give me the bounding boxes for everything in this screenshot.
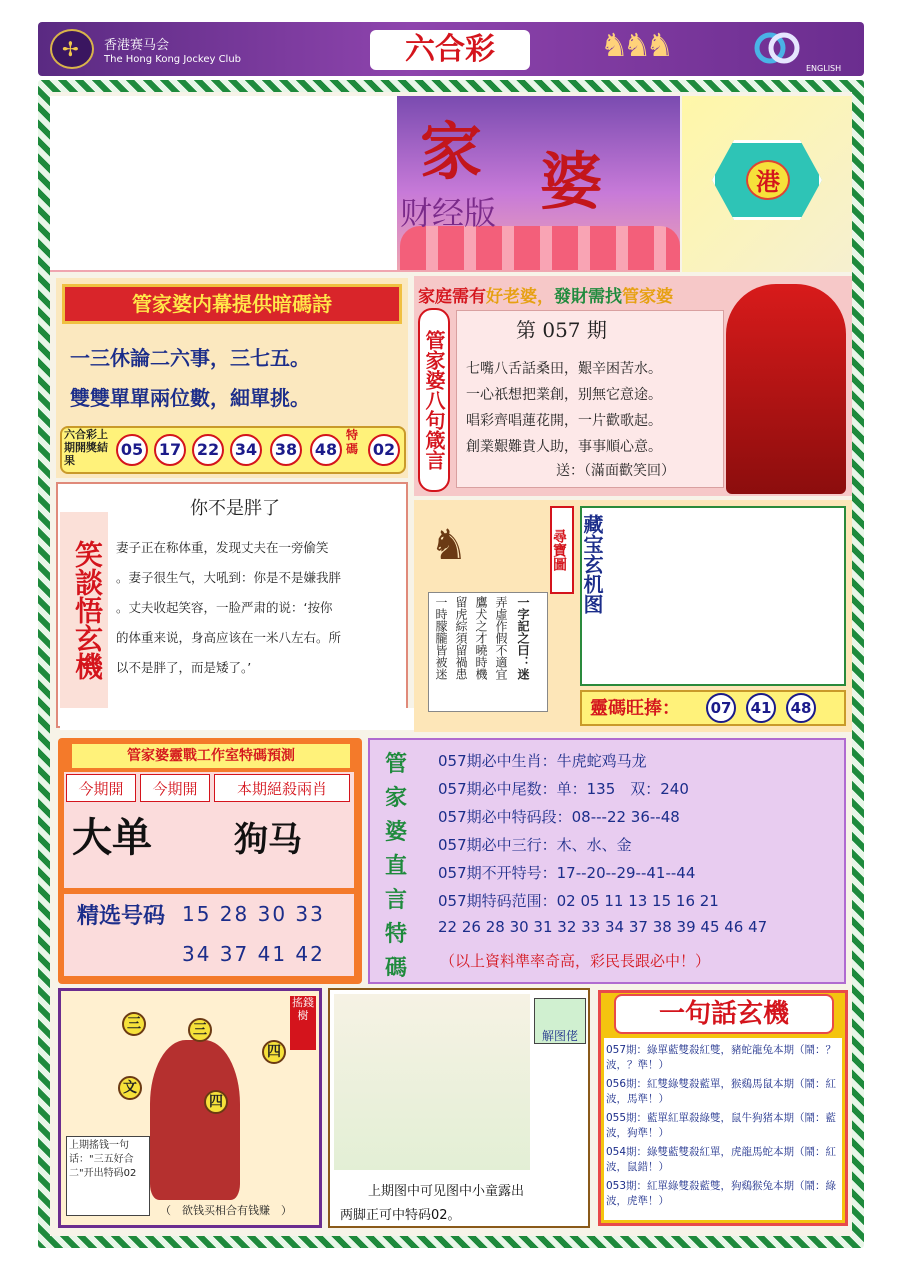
racehorse-icon: ♞ — [430, 520, 468, 569]
tab-kill-two: 本期絕殺兩肖 — [214, 774, 350, 802]
issue-number: 第 057 期 — [516, 318, 607, 342]
money-tree-image — [150, 1040, 240, 1200]
special-ball: 02 — [368, 434, 400, 466]
tree-ball: 三 — [188, 1018, 212, 1042]
head-a: 家庭需有 — [418, 287, 486, 307]
yizi-title: 一字記之曰：迷 — [516, 596, 530, 680]
joke-line: 妻子正在称体重，发现丈夫在一旁偷笑 — [116, 540, 329, 555]
jockey-club-logo[interactable] — [50, 29, 94, 69]
tab-this-period-1: 今期開 — [66, 774, 136, 802]
yizi-column: 弄虛作假不適宜 — [494, 596, 508, 680]
gang-badge: 港 — [746, 160, 790, 200]
direct-line: 057期必中特码段：08---22 36--48 — [438, 808, 680, 826]
one-sentence-title: 一句話玄機 — [614, 994, 834, 1034]
eight-poem-line: 一心祇想把業創，别無它意途。 — [466, 387, 662, 403]
one-sentence-item: 056期：紅雙綠雙殺藍單，猴鷄馬鼠本期（鬧：紅波，馬準！） — [606, 1078, 837, 1105]
direct-code-panel — [368, 738, 846, 984]
puzzle-line: 两脚正可中特码02。 — [340, 1208, 461, 1223]
eight-poem-line: 七嘴八舌話桑田，艱辛困苦水。 — [466, 361, 662, 377]
result-ball: 17 — [154, 434, 186, 466]
direct-line: 057期必中生肖：牛虎蛇鸡马龙 — [438, 752, 647, 770]
bride-image — [726, 284, 846, 494]
selected-numbers-label: 精选号码 — [76, 904, 165, 929]
one-sentence-item: 053期：紅單綠雙殺藍雙，狗鷄猴兔本期（鬧：綠波，虎準！） — [606, 1180, 837, 1207]
result-ball: 48 — [310, 434, 342, 466]
direct-line: 22 26 28 30 31 32 33 34 37 38 39 45 46 47 — [438, 918, 768, 936]
lingma-ball: 48 — [786, 693, 816, 723]
tree-ball: 文 — [118, 1076, 142, 1100]
logo-icon: ✢ — [62, 37, 79, 61]
eight-poem-line: 唱彩齊唱蓮花開，一片歡歌起。 — [466, 413, 662, 429]
lingma-ball: 07 — [706, 693, 736, 723]
one-sentence-item: 054期：綠雙藍雙殺紅單，虎龍馬蛇本期（鬧：紅波，鼠錯！） — [606, 1146, 837, 1173]
result-ball: 34 — [230, 434, 262, 466]
money-tree-note: 上期搖钱一句话："三五好合二"开出特码02 — [66, 1136, 150, 1216]
big-single: 大单 — [72, 814, 152, 861]
joke-title: 你不是胖了 — [190, 498, 280, 519]
tree-ball: 三 — [122, 1012, 146, 1036]
eight-poem-gift: 送：（滿面歡笑回） — [556, 463, 675, 479]
puzzle-badge: 解图佬 — [534, 998, 586, 1044]
puzzle-scene-image — [334, 994, 530, 1170]
blank-area — [50, 96, 397, 270]
direct-line: 057期特码范围：02 05 11 13 15 16 21 — [438, 892, 719, 910]
lottery-logo-icon — [752, 30, 802, 66]
direct-vertical-title: 管家婆直言特碼 — [384, 752, 407, 981]
club-name-en: The Hong Kong Jockey Club — [104, 54, 242, 65]
tree-ball: 四 — [204, 1090, 228, 1114]
selected-numbers-row: 34 37 41 42 — [182, 942, 325, 966]
direct-note: （以上資料準率奇高，彩民長跟必中！） — [440, 952, 711, 970]
eight-poem-line: 創業艱難貴人助，事事順心意。 — [466, 439, 662, 455]
one-sentence-item: 055期：藍單紅單殺綠雙，鼠牛狗猪本期（鬧：藍波，狗準！） — [606, 1112, 837, 1139]
joke-line: 。丈夫收起笑容，一脸严肃的说：‘按你 — [116, 600, 333, 615]
puzzle-line: 上期图中可见图中小童露出 — [368, 1184, 525, 1199]
horses-icon: ♞♞♞ — [600, 26, 669, 64]
joke-line: 的体重来说，身高应该在一米八左右。所 — [116, 630, 342, 645]
poem-title: 管家婆内幕提供暗碼詩 — [62, 284, 402, 324]
banner-title-left: 家 — [420, 115, 483, 188]
poem-line-1: 一三休論二六事，三七五。 — [70, 346, 310, 370]
eight-poem-vertical-title: 管家婆八句箴言 — [418, 308, 450, 492]
head-d: 管家婆 — [622, 287, 673, 307]
lingma-ball: 41 — [746, 693, 776, 723]
banner-edition: 财经版 — [400, 194, 497, 232]
direct-line: 057期必中三行：木、水、金 — [438, 836, 632, 854]
selected-numbers-row: 15 28 30 33 — [182, 902, 325, 926]
lingma-label: 靈碼旺捧： — [590, 698, 680, 719]
prediction-title: 管家婆靈戰工作室特碼預測 — [72, 744, 350, 768]
banner-title-right: 婆 — [540, 145, 603, 218]
direct-line: 057期必中尾数：单：135 双：240 — [438, 780, 689, 798]
treasure-map-image — [580, 506, 846, 686]
joke-vertical-title: 笑談悟玄機 — [60, 512, 108, 708]
lottery-title: 六合彩 — [370, 30, 530, 70]
result-ball: 22 — [192, 434, 224, 466]
yizi-column: 留虎綜須留禍患 — [454, 596, 468, 680]
yizi-column: 鷹犬之才曉時機 — [474, 596, 488, 680]
result-ball: 05 — [116, 434, 148, 466]
tab-this-period-2: 今期開 — [140, 774, 210, 802]
head-c: 發財需找 — [554, 287, 622, 307]
result-ball: 38 — [270, 434, 302, 466]
yizi-column: 一時朦朧皆被迷 — [434, 596, 448, 680]
money-tree-caption: （ 欲钱买相合有钱赚 ） — [160, 1204, 292, 1217]
poem-line-2: 雙雙單單兩位數，細單挑。 — [70, 386, 310, 410]
joke-line: 以不是胖了，而是矮了。’ — [116, 660, 252, 675]
direct-line: 057期不开特号：17--20--29--41--44 — [438, 864, 696, 882]
club-name-cn: 香港赛马会 — [104, 38, 170, 53]
kill-zodiac: 狗马 — [234, 820, 302, 860]
one-sentence-item: 057期：綠單藍雙殺紅雙，豬蛇龍兔本期（鬧：？波，？準！） — [606, 1044, 837, 1071]
special-label: 特碼 — [346, 428, 359, 456]
last-result-label: 六合彩上期開獎結果 — [64, 428, 108, 467]
english-link[interactable]: ENGLISH — [806, 64, 842, 73]
money-tree-label: 搖錢樹 — [290, 996, 316, 1050]
head-b: 好老婆， — [486, 287, 554, 307]
joke-line: 。妻子很生气，大吼到：你是不是嫌我胖 — [116, 570, 342, 585]
treasure-map-title: 藏宝玄机图 — [580, 514, 604, 614]
tree-ball: 四 — [262, 1040, 286, 1064]
xunbao-label: 尋寶圖 — [550, 506, 574, 594]
